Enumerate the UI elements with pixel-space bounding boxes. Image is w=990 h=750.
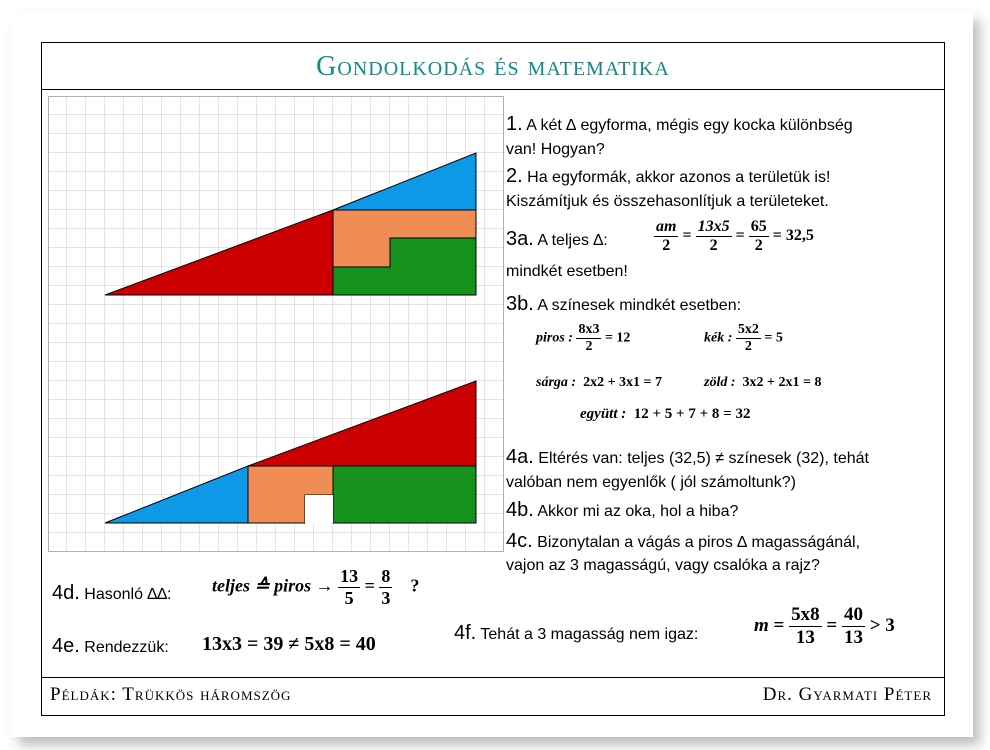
triangle-figure [48, 96, 504, 552]
q1-line1: 1. A két ∆ egyforma, mégis egy kocka különbség [506, 113, 853, 135]
q4f-label: 4f. Tehát a 3 magasság nem igaz: [454, 622, 699, 644]
formula-piros: piros : $\frac{8x3}{2}$ = 12 [536, 322, 631, 354]
q3a-label: 3a. A teljes ∆: [506, 228, 608, 250]
missing-square [305, 495, 333, 523]
q3b-label: 3b. A színesek mindkét esetben: [506, 293, 742, 315]
q4d-label: 4d. Hasonló ∆∆: [52, 582, 172, 604]
q2-line1: 2. Ha egyformák, akkor azonos a területük is! [506, 165, 831, 187]
slide-title: Gondolkodás és matematika [42, 43, 944, 90]
formula-4d: teljes ≙ piros → $\frac{13}{5}$ = $\frac{8}{3}$ ? [212, 566, 420, 608]
green-piece-bottom [333, 466, 476, 523]
q4c-line2: vajon az 3 magasságú, vagy csalóka a rajz? [506, 557, 820, 574]
footer-topic: Példák: Trükkös háromszög [50, 684, 292, 705]
q4e-label: 4e. Rendezzük: [52, 635, 169, 657]
footer-author: Dr. Gyarmati Péter [762, 684, 932, 705]
formula-sarga: sárga : 2x2 + 3x1 = 7 [536, 375, 663, 390]
q2-line2: Kiszámítjuk és összehasonlítjuk a területeket. [506, 193, 829, 210]
q4c-line1: 4c. Bizonytalan a vágás a piros ∆ magasságánál, [506, 530, 861, 552]
formula-4e: 13x3 = 39 ≠ 5x8 = 40 [202, 633, 376, 655]
q4a-line1: 4a. Eltérés van: teljes (32,5) ≠ színesek (32), tehát [506, 446, 869, 468]
slide-footer [42, 677, 944, 716]
formula-4f: m = $\frac{5x8}{13}$ = $\frac{40}{13}$ > 3 [754, 604, 895, 648]
q1-line2: van! Hogyan? [506, 141, 605, 158]
q4a-line2: valóban nem egyenlők ( jól számoltunk?) [506, 474, 796, 491]
formula-egyutt: együtt : 12 + 5 + 7 + 8 = 32 [580, 406, 751, 422]
formula-3a: $\frac{am}{2}$ = $\frac{13x5}{2}$ = $\frac{65}{2}$ = 32,5 [656, 218, 814, 254]
formula-kek: kék : $\frac{5x2}{2}$ = 5 [704, 322, 783, 354]
q4b-line: 4b. Akkor mi az oka, hol a hiba? [506, 499, 739, 521]
q3a-after: mindkét esetben! [506, 263, 628, 280]
formula-zold: zöld : 3x2 + 2x1 = 8 [704, 375, 822, 390]
